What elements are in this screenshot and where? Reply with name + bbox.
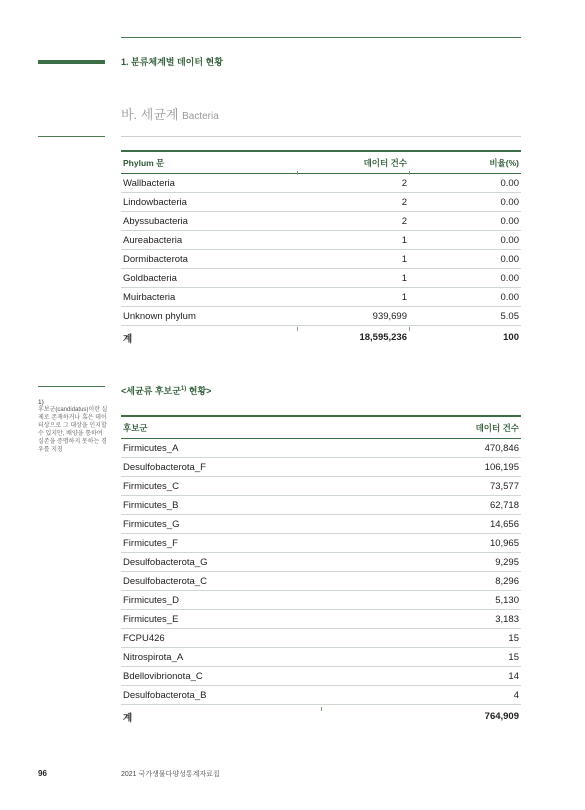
- page-number: 96: [38, 769, 47, 778]
- candidatus-count: 10,965: [321, 534, 521, 553]
- phylum-ratio: 0.00: [409, 288, 521, 307]
- subsection-rule-right: [121, 136, 521, 137]
- phylum-name: Goldbacteria: [121, 269, 297, 288]
- footer-title: 2021 국가생물다양성통계자료집: [121, 771, 220, 778]
- phylum-name: Dormibacterota: [121, 250, 297, 269]
- footnote-ref: 1): [180, 386, 187, 392]
- table-total-row: [121, 326, 521, 350]
- table-row: [121, 591, 521, 610]
- phylum-ratio: 0.00: [409, 250, 521, 269]
- phylum-count: 1: [297, 250, 409, 269]
- phylum-ratio: 0.00: [409, 269, 521, 288]
- table-row: [121, 193, 521, 212]
- candidatus-count: 15: [321, 648, 521, 667]
- candidatus-count: 5,130: [321, 591, 521, 610]
- subsection-title: [121, 104, 219, 123]
- table-row: [121, 439, 521, 458]
- phylum-table: [121, 150, 521, 349]
- header-count: 데이터 건수: [321, 416, 521, 439]
- column-tick: [409, 327, 410, 331]
- candidatus-name: Desulfobacterota_G: [121, 553, 321, 572]
- phylum-name: Wallbacteria: [121, 174, 297, 193]
- header-ratio: 비율(%): [409, 151, 521, 174]
- table-row: [121, 212, 521, 231]
- table-row: [121, 174, 521, 193]
- table-row: [121, 610, 521, 629]
- column-tick: [297, 327, 298, 331]
- table-row: [121, 686, 521, 705]
- phylum-name: Muirbacteria: [121, 288, 297, 307]
- candidatus-table: [121, 415, 521, 728]
- phylum-name: Aureabacteria: [121, 231, 297, 250]
- header-candidatus: 후보군: [121, 416, 321, 439]
- table-row: [121, 231, 521, 250]
- candidatus-count: 14,656: [321, 515, 521, 534]
- candidatus-count: 73,577: [321, 477, 521, 496]
- header-phylum: Phylum 문: [121, 151, 297, 174]
- candidatus-count: 62,718: [321, 496, 521, 515]
- candidatus-name: Firmicutes_D: [121, 591, 321, 610]
- candidatus-count: 15: [321, 629, 521, 648]
- candidatus-name: Firmicutes_G: [121, 515, 321, 534]
- phylum-count: 2: [297, 193, 409, 212]
- candidatus-name: Firmicutes_A: [121, 439, 321, 458]
- candidatus-count: 3,183: [321, 610, 521, 629]
- candidatus-title: [121, 384, 211, 397]
- total-ratio: 100: [409, 326, 521, 350]
- candidatus-count: 470,846: [321, 439, 521, 458]
- footnote-rule: [38, 386, 105, 387]
- phylum-count: 939,699: [297, 307, 409, 326]
- phylum-ratio: 5.05: [409, 307, 521, 326]
- phylum-ratio: 0.00: [409, 212, 521, 231]
- total-label: 계: [121, 705, 321, 729]
- table-row: [121, 534, 521, 553]
- total-label: 계: [121, 326, 297, 350]
- table-row: [121, 307, 521, 326]
- table-row: [121, 496, 521, 515]
- section-marker-bar: [38, 60, 105, 64]
- subsection-title-en: Bacteria: [182, 111, 219, 122]
- table-row: [121, 629, 521, 648]
- candidatus-count: 106,195: [321, 458, 521, 477]
- candidatus-name: Firmicutes_C: [121, 477, 321, 496]
- phylum-count: 1: [297, 269, 409, 288]
- table-row: [121, 288, 521, 307]
- candidatus-name: Firmicutes_B: [121, 496, 321, 515]
- table-row: [121, 572, 521, 591]
- total-count: 18,595,236: [297, 326, 409, 350]
- table-row: [121, 477, 521, 496]
- candidatus-count: 9,295: [321, 553, 521, 572]
- subsection-title-ko: 바. 세균계: [121, 107, 179, 122]
- candidatus-count: 8,296: [321, 572, 521, 591]
- table-row: [121, 667, 521, 686]
- subsection-rule-left: [38, 136, 105, 137]
- candidatus-name: Nitrospirota_A: [121, 648, 321, 667]
- candidatus-name: FCPU426: [121, 629, 321, 648]
- table-row: [121, 269, 521, 288]
- header-count: 데이터 건수: [297, 151, 409, 174]
- candidatus-count: 14: [321, 667, 521, 686]
- candidatus-name: Desulfobacterota_C: [121, 572, 321, 591]
- top-rule: [121, 37, 521, 38]
- phylum-name: Abyssubacteria: [121, 212, 297, 231]
- candidatus-name: Desulfobacterota_F: [121, 458, 321, 477]
- candidatus-name: Firmicutes_F: [121, 534, 321, 553]
- phylum-ratio: 0.00: [409, 174, 521, 193]
- phylum-name: Unknown phylum: [121, 307, 297, 326]
- column-tick: [297, 171, 298, 175]
- candidatus-name: Firmicutes_E: [121, 610, 321, 629]
- phylum-count: 2: [297, 212, 409, 231]
- column-tick: [409, 171, 410, 175]
- candidatus-title-text: <세균류 후보군: [121, 386, 181, 396]
- phylum-count: 2: [297, 174, 409, 193]
- table-row: [121, 553, 521, 572]
- phylum-count: 1: [297, 231, 409, 250]
- section-title: 1. 분류체계별 데이터 현황: [121, 57, 223, 67]
- candidatus-name: Bdellovibrionota_C: [121, 667, 321, 686]
- candidatus-table-header: [121, 416, 521, 439]
- table-row: [121, 458, 521, 477]
- table-row: [121, 648, 521, 667]
- phylum-name: Lindowbacteria: [121, 193, 297, 212]
- total-count: 764,909: [321, 705, 521, 729]
- table-row: [121, 250, 521, 269]
- phylum-ratio: 0.00: [409, 193, 521, 212]
- footnote-number: 1): [38, 399, 44, 406]
- column-tick: [321, 707, 322, 711]
- footnote-text: 후보군(candidatus)이란 실제로 존재하거나 혹은 데이터상으로 그 대상을 인지할 수 있지만, 배양을 통하여 실존을 증명하지 못하는 경우를 지칭: [38, 407, 108, 453]
- candidatus-title-suffix: 현황>: [186, 386, 212, 396]
- phylum-ratio: 0.00: [409, 231, 521, 250]
- candidatus-name: Desulfobacterota_B: [121, 686, 321, 705]
- table-row: [121, 515, 521, 534]
- candidatus-count: 4: [321, 686, 521, 705]
- phylum-count: 1: [297, 288, 409, 307]
- phylum-table-header: [121, 151, 521, 174]
